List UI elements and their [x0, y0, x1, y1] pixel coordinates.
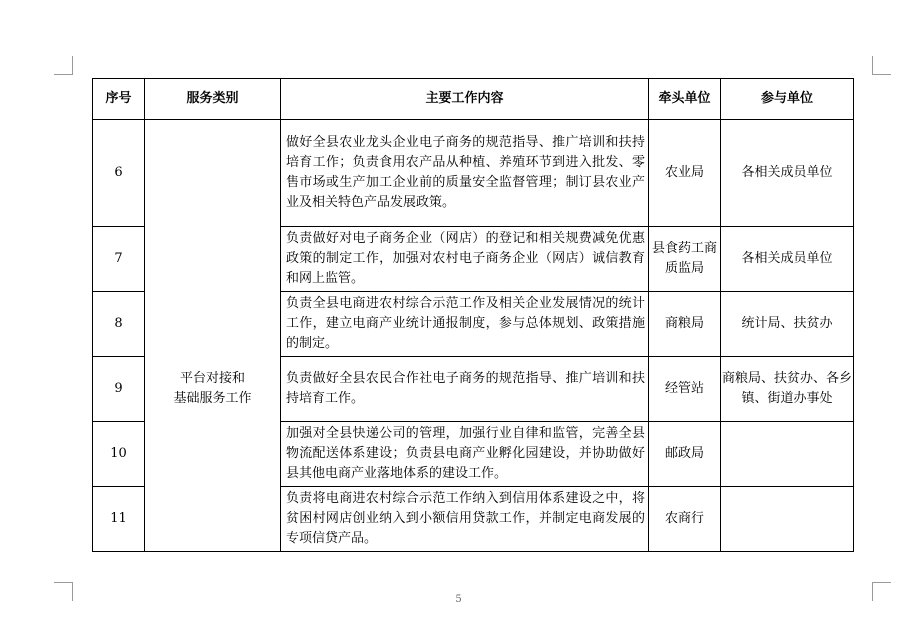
crop-mark-top-right	[872, 56, 891, 75]
row-no: 10	[93, 422, 145, 487]
row-participants: 各相关成员单位	[721, 227, 854, 292]
row-no: 6	[93, 120, 145, 227]
row-no: 9	[93, 357, 145, 422]
row-participants: 商粮局、扶贫办、各乡镇、街道办事处	[721, 357, 854, 422]
row-participants: 各相关成员单位	[721, 120, 854, 227]
row-participants	[721, 487, 854, 552]
table-header-row	[93, 79, 854, 120]
row-content: 负责全县电商进农村综合示范工作及相关企业发展情况的统计工作，建立电商产业统计通报制度，参与总体规划、政策措施的制定。	[281, 292, 649, 357]
header-lead: 牵头单位	[649, 79, 721, 120]
row-content: 负责做好对电子商务企业（网店）的登记和相关规费减免优惠政策的制定工作，加强对农村电子商务企业（网店）诚信教育和网上监管。	[281, 227, 649, 292]
row-content: 负责做好全县农民合作社电子商务的规范指导、推广培训和扶持培育工作。	[281, 357, 649, 422]
row-lead: 农商行	[649, 487, 721, 552]
row-lead: 邮政局	[649, 422, 721, 487]
row-participants	[721, 422, 854, 487]
row-no: 8	[93, 292, 145, 357]
table-row	[93, 227, 854, 292]
row-no: 11	[93, 487, 145, 552]
header-participants: 参与单位	[721, 79, 854, 120]
page-number: 5	[455, 594, 462, 605]
row-participants: 统计局、扶贫办	[721, 292, 854, 357]
header-content: 主要工作内容	[281, 79, 649, 120]
header-no: 序号	[93, 79, 145, 120]
crop-mark-top-left	[54, 56, 73, 75]
work-table	[92, 78, 854, 552]
row-lead: 县食药工商质监局	[649, 227, 721, 292]
row-content: 负责将电商进农村综合示范工作纳入到信用体系建设之中，将贫困村网店创业纳入到小额信用贷款工作，并制定电商发展的专项信贷产品。	[281, 487, 649, 552]
row-lead: 经管站	[649, 357, 721, 422]
row-lead: 商粮局	[649, 292, 721, 357]
row-content: 做好全县农业龙头企业电子商务的规范指导、推广培训和扶持培育工作；负责食用农产品从种植、养殖环节到进入批发、零售市场或生产加工企业前的质量安全监督管理；制订县农业产业及相关特色产品发展政策。	[281, 120, 649, 227]
table-row	[93, 120, 854, 227]
row-content: 加强对全县快递公司的管理，加强行业自律和监管，完善全县物流配送体系建设；负责县电商产业孵化园建设，并协助做好县其他电商产业落地体系的建设工作。	[281, 422, 649, 487]
row-no: 7	[93, 227, 145, 292]
category-cell: 平台对接和 基础服务工作	[145, 227, 281, 552]
row-lead: 农业局	[649, 120, 721, 227]
category-cell-top	[145, 120, 281, 227]
header-category: 服务类别	[145, 79, 281, 120]
